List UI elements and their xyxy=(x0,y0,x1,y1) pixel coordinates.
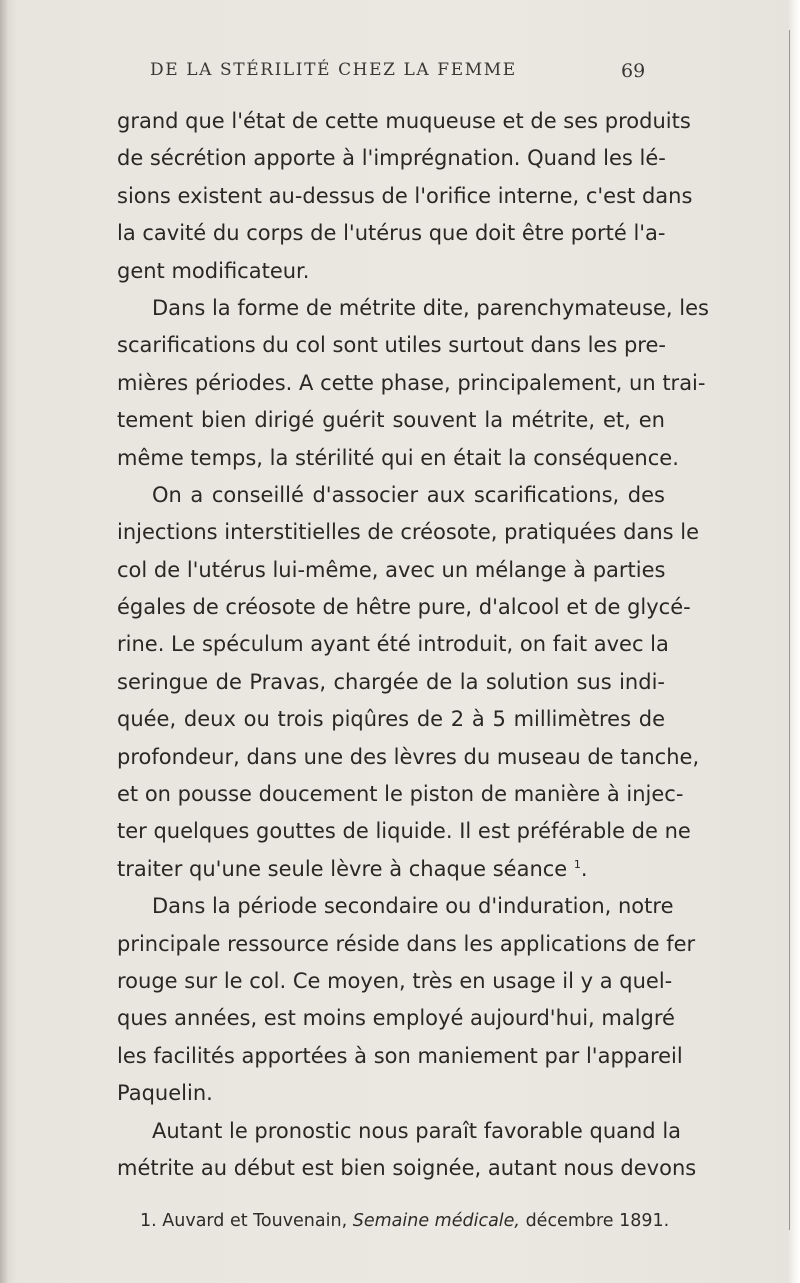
text-line: Dans la période secondaire ou d'induration, notre xyxy=(152,894,674,919)
text-line: égales de créosote de hêtre pure, d'alcool et de glycé- xyxy=(117,595,691,620)
text-line: scarifications du col sont utiles surtout dans les pre- xyxy=(117,333,666,358)
text-line: et on pousse doucement le piston de manière à injec- xyxy=(117,782,684,807)
text-line: profondeur, dans une des lèvres du museau de tanche, xyxy=(117,744,700,769)
body-text xyxy=(117,103,709,1187)
text-line: quée, deux ou trois piqûres de 2 à 5 millimètres de xyxy=(117,707,665,732)
period: . xyxy=(580,856,588,881)
text-line: Paquelin. xyxy=(117,1081,213,1106)
footnote-number: 1. xyxy=(140,1211,157,1231)
text-line: grand que l'état de cette muqueuse et de ses produits xyxy=(117,109,691,133)
text-line: tement bien dirigé guérit souvent la métrite, et, en xyxy=(117,408,665,433)
text-line: même temps, la stérilité qui en était la conséquence. xyxy=(117,445,679,470)
text-line-content: traiter qu'une seule lèvre à chaque séance xyxy=(117,856,568,881)
page-gutter-shadow xyxy=(0,0,8,1283)
text-line: la cavité du corps de l'utérus que doit être porté l'a- xyxy=(117,221,666,246)
text-line: de sécrétion apporte à l'imprégnation. Quand les lé- xyxy=(117,146,666,171)
text-line: principale ressource réside dans les applications de fer xyxy=(117,931,696,956)
text-line: injections interstitielles de créosote, pratiquées dans le xyxy=(117,520,700,545)
text-line: seringue de Pravas, chargée de la solution sus indi- xyxy=(117,669,665,694)
text-line: les facilités apportées à son maniement par l'appareil xyxy=(117,1043,683,1068)
text-line: ter quelques gouttes de liquide. Il est préférable de ne xyxy=(117,819,691,844)
running-title: DE LA STÉRILITÉ CHEZ LA FEMME xyxy=(150,60,517,80)
page-number: 69 xyxy=(621,60,646,82)
footnote-journal: Semaine médicale, xyxy=(352,1211,520,1231)
footnote xyxy=(140,1211,669,1231)
text-line: métrite au début est bien soignée, autant nous devons xyxy=(117,1155,697,1180)
text-line: Dans la forme de métrite dite, parenchymateuse, les xyxy=(152,295,709,320)
running-head xyxy=(0,60,800,90)
text-line: rouge sur le col. Ce moyen, très en usage il y a quel- xyxy=(117,968,673,993)
text-line xyxy=(117,851,665,888)
text-line: On a conseillé d'associer aux scarifications, des xyxy=(152,482,665,507)
footnote-date: décembre 1891. xyxy=(525,1211,670,1231)
page-edge-rule xyxy=(789,30,790,1230)
footnote-marker: 1 xyxy=(573,857,581,871)
text-line: mières périodes. A cette phase, principalement, un trai- xyxy=(117,370,706,395)
text-line: rine. Le spéculum ayant été introduit, on fait avec la xyxy=(117,632,669,657)
text-line: sions existent au-dessus de l'orifice interne, c'est dans xyxy=(117,183,693,208)
text-line: Autant le pronostic nous paraît favorable quand la xyxy=(152,1118,682,1143)
text-line: col de l'utérus lui-même, avec un mélange à parties xyxy=(117,557,666,582)
text-line: ques années, est moins employé aujourd'hui, malgré xyxy=(117,1006,675,1031)
footnote-authors: Auvard et Touvenain, xyxy=(162,1211,348,1231)
text-line: gent modificateur. xyxy=(117,258,310,283)
